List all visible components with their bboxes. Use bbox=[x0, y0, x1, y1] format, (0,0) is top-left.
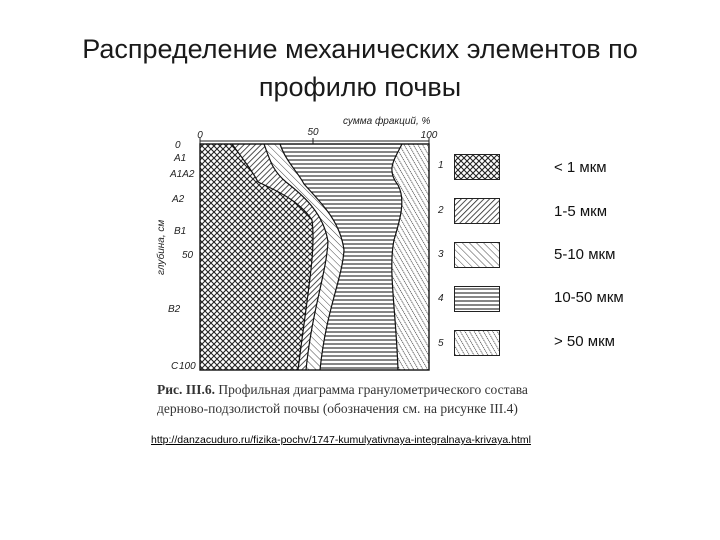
profile-diagram bbox=[148, 110, 438, 380]
depth-tick-100: 100 bbox=[179, 361, 196, 372]
slide-title bbox=[0, 30, 720, 106]
legend bbox=[438, 150, 662, 370]
legend-num-3: 3 bbox=[438, 249, 444, 260]
horizon-b2: B2 bbox=[168, 304, 181, 315]
legend-swatch-4 bbox=[454, 286, 500, 312]
legend-num-4: 4 bbox=[438, 293, 444, 304]
horizon-a1a2: A1A2 bbox=[170, 169, 195, 180]
horizon-a1: A1 bbox=[174, 153, 187, 164]
top-tick-100: 100 bbox=[420, 130, 438, 141]
legend-label-1: < 1 мкм bbox=[554, 159, 607, 176]
title-line-2: профилю почвы bbox=[258, 72, 462, 102]
caption-line-1 bbox=[157, 380, 577, 399]
top-axis-label: сумма фракций, % bbox=[343, 116, 431, 127]
depth-tick-50: 50 bbox=[182, 250, 194, 261]
legend-swatch-3 bbox=[454, 242, 500, 268]
legend-label-4: 10-50 мкм bbox=[554, 289, 624, 306]
legend-label-3: 5-10 мкм bbox=[554, 246, 616, 263]
source-link[interactable]: http://danzacuduro.ru/fizika-pochv/1747-kumulyativnaya-integralnaya-krivaya.html bbox=[151, 434, 531, 446]
legend-swatch-5 bbox=[454, 330, 500, 356]
figure-caption bbox=[157, 380, 577, 418]
legend-label-2: 1-5 мкм bbox=[554, 203, 608, 220]
caption-text-2: дерново-подзолистой почвы (обозначения см. на рисунке III.4) bbox=[157, 401, 518, 416]
horizon-c: C bbox=[171, 361, 179, 372]
caption-text-1: Профильная диаграмма гранулометрического состава bbox=[215, 382, 528, 397]
legend-swatch-1 bbox=[454, 154, 500, 180]
legend-num-2: 2 bbox=[438, 205, 444, 216]
legend-label-5: > 50 мкм bbox=[554, 333, 615, 350]
title-line-1: Распределение механических элементов по bbox=[82, 34, 638, 64]
top-tick-50: 50 bbox=[307, 127, 319, 138]
legend-num-5: 5 bbox=[438, 338, 444, 349]
legend-swatch-2 bbox=[454, 198, 500, 224]
top-tick-0: 0 bbox=[197, 130, 203, 141]
horizon-a2: A2 bbox=[172, 194, 185, 205]
depth-tick-0: 0 bbox=[175, 140, 181, 151]
left-axis-label: глубина, см bbox=[156, 219, 167, 275]
profile-diagram-svg bbox=[148, 110, 438, 380]
caption-label: Рис. III.6. bbox=[157, 382, 216, 397]
horizon-b1: B1 bbox=[174, 226, 187, 237]
legend-num-1: 1 bbox=[438, 160, 444, 171]
